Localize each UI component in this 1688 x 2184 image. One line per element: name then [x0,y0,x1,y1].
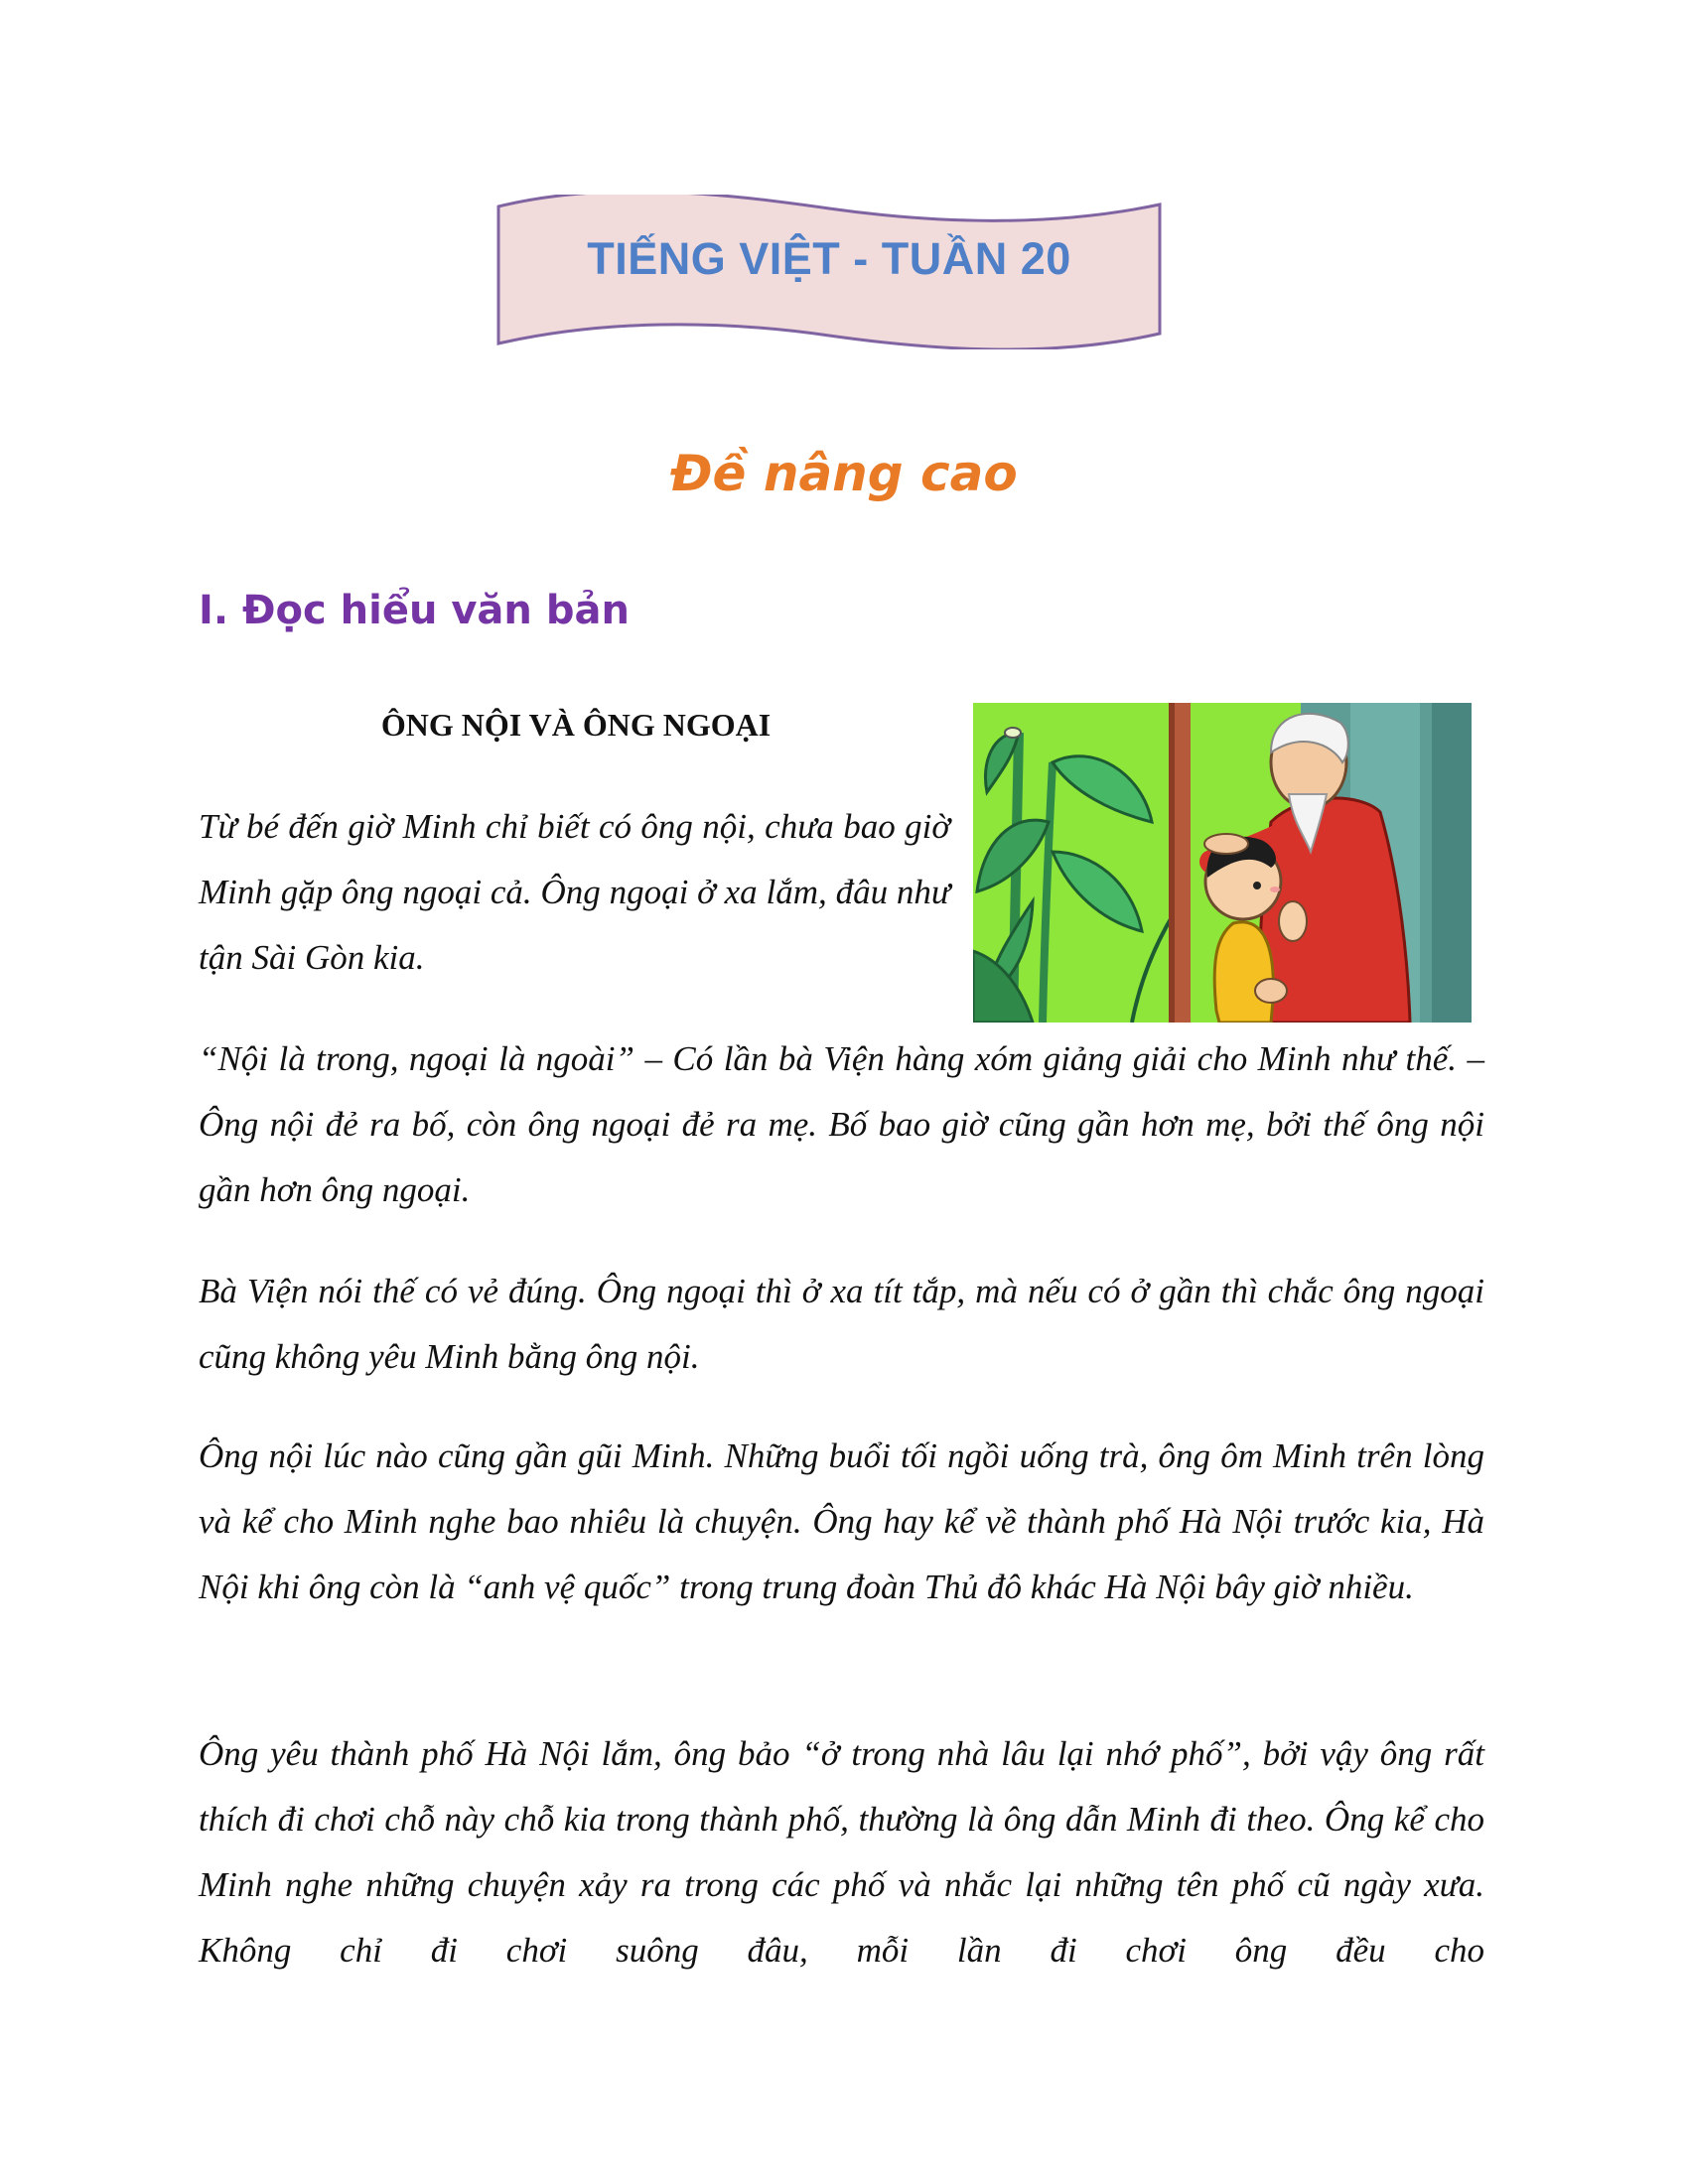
story-paragraph-1: Từ bé đến giờ Minh chỉ biết có ông nội, chưa bao giờ Minh gặp ông ngoại cả. Ông ngoại ở xa lắm, đâu như tận Sài Gòn kia. [199,807,950,977]
section-heading: I. Đọc hiểu văn bản [199,588,630,633]
story-title: ÔNG NỘI VÀ ÔNG NGOẠI [380,707,772,743]
story-illustration [973,703,1472,1023]
story-paragraph-4: Ông nội lúc nào cũng gần gũi Minh. Những buổi tối ngồi uống trà, ông ôm Minh trên lòng và kể cho Minh nghe bao nhiêu là chuyện. Ông hay kể về thành phố Hà Nội trước kia, Hà Nội khi ông còn là “anh vệ quốc” trong trung đoàn Thủ đô khác Hà Nội bây giờ nhiều. [199,1436,1484,1606]
exam-subtitle: Đề nâng cao [670,445,1018,502]
story-paragraph-5: Ông yêu thành phố Hà Nội lắm, ông bảo “ở trong nhà lâu lại nhớ phố”, bởi vậy ông rất thích đi chơi chỗ này chỗ kia trong thành phố, thường là ông dẫn Minh đi theo. Ông kể cho Minh nghe những chuyện xảy ra trong các phố và nhắc lại những tên phố cũ ngày xưa. Không chỉ đi chơi suông đâu, mỗi lần đi chơi ông đều cho [199,1734,1484,1970]
banner-title: TIẾNG VIỆT - TUẦN 20 [587,233,1071,284]
story-paragraph-2: “Nội là trong, ngoại là ngoài” – Có lần bà Viện hàng xóm giảng giải cho Minh như thế. – Ông nội đẻ ra bố, còn ông ngoại đẻ ra mẹ. Bố bao giờ cũng gần hơn mẹ, bởi thế ông nội gần hơn ông ngoại. [199,1039,1484,1209]
story-paragraph-3: Bà Viện nói thế có vẻ đúng. Ông ngoại thì ở xa tít tắp, mà nếu có ở gần thì chắc ông ngoại cũng không yêu Minh bằng ông nội. [199,1272,1484,1376]
title-banner [494,195,1164,349]
grandfather-hugging-boy-image [973,703,1472,1023]
